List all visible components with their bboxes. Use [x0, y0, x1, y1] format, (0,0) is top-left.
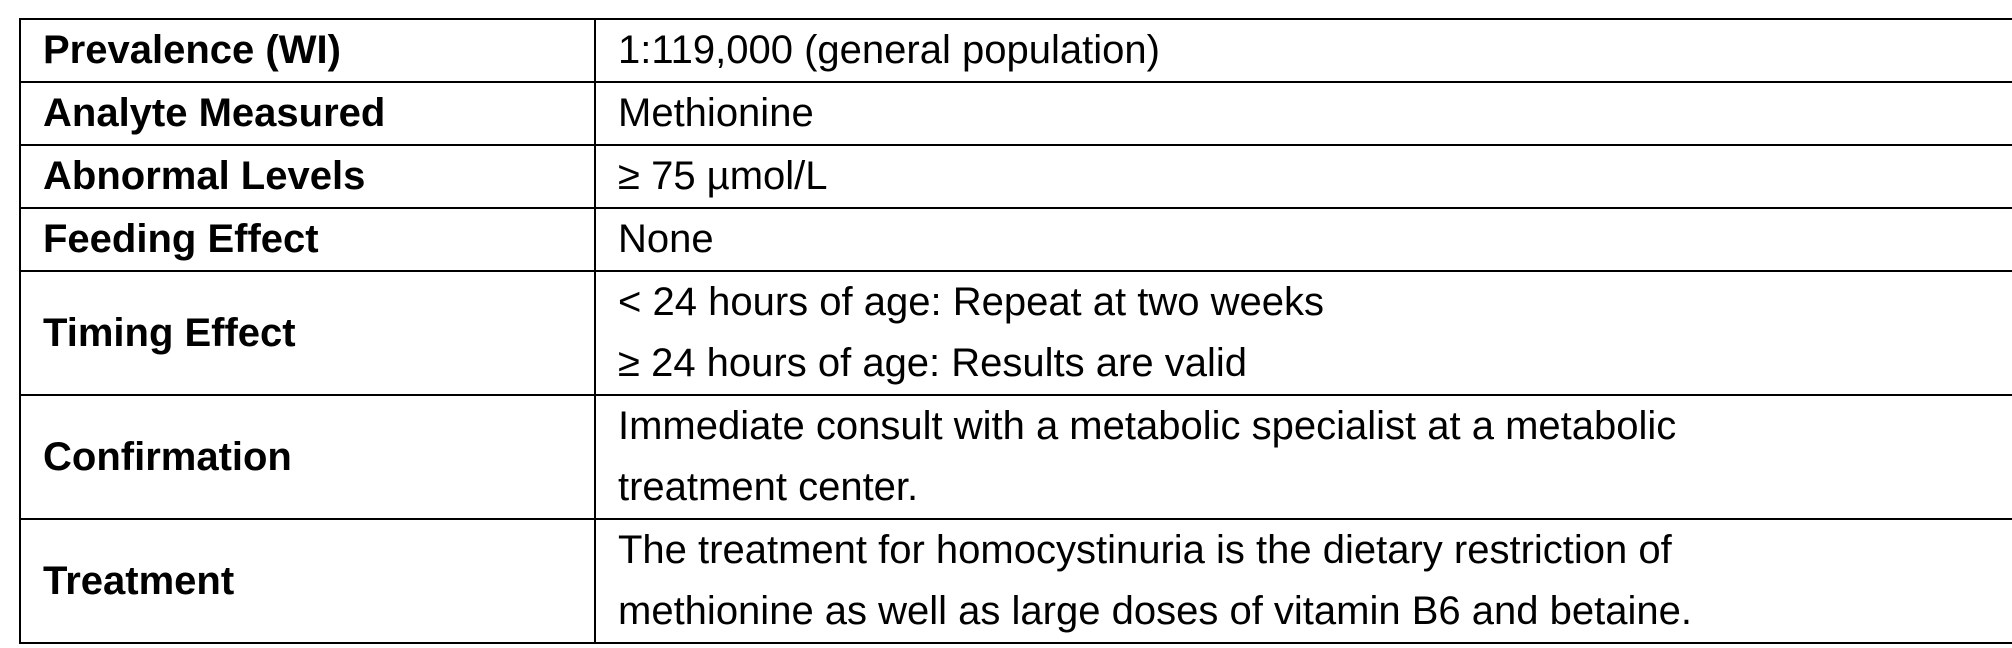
row-value — [595, 82, 2012, 145]
row-label: Confirmation — [20, 395, 595, 519]
row-label: Prevalence (WI) — [20, 19, 595, 82]
row-value-line: The treatment for homocystinuria is the dietary restriction of — [618, 528, 1672, 572]
table-row-confirmation — [20, 395, 2012, 519]
row-value-line: ≥ 75 µmol/L — [618, 154, 828, 198]
row-value-line: 1:119,000 (general population) — [618, 28, 1160, 72]
row-value-line: Methionine — [618, 91, 814, 135]
row-value-line: < 24 hours of age: Repeat at two weeks — [618, 280, 1324, 324]
row-label: Feeding Effect — [20, 208, 595, 271]
row-value-line: None — [618, 217, 714, 261]
row-value — [595, 519, 2012, 643]
table-row-prevalence — [20, 19, 2012, 82]
row-label: Abnormal Levels — [20, 145, 595, 208]
table-row-analyte — [20, 82, 2012, 145]
row-label: Treatment — [20, 519, 595, 643]
row-value — [595, 208, 2012, 271]
row-label: Analyte Measured — [20, 82, 595, 145]
row-value — [595, 145, 2012, 208]
table-row-timing-effect — [20, 271, 2012, 395]
row-value — [595, 271, 2012, 395]
screening-info-table — [19, 18, 2012, 644]
table-row-abnormal-levels — [20, 145, 2012, 208]
row-value — [595, 395, 2012, 519]
row-value-line: treatment center. — [618, 465, 919, 509]
row-label: Timing Effect — [20, 271, 595, 395]
row-value-line: Immediate consult with a metabolic specialist at a metabolic — [618, 404, 1677, 448]
row-value-line: ≥ 24 hours of age: Results are valid — [618, 341, 1247, 385]
row-value — [595, 19, 2012, 82]
table-row-feeding-effect — [20, 208, 2012, 271]
row-value-line: methionine as well as large doses of vitamin B6 and betaine. — [618, 589, 1692, 633]
table-row-treatment — [20, 519, 2012, 643]
